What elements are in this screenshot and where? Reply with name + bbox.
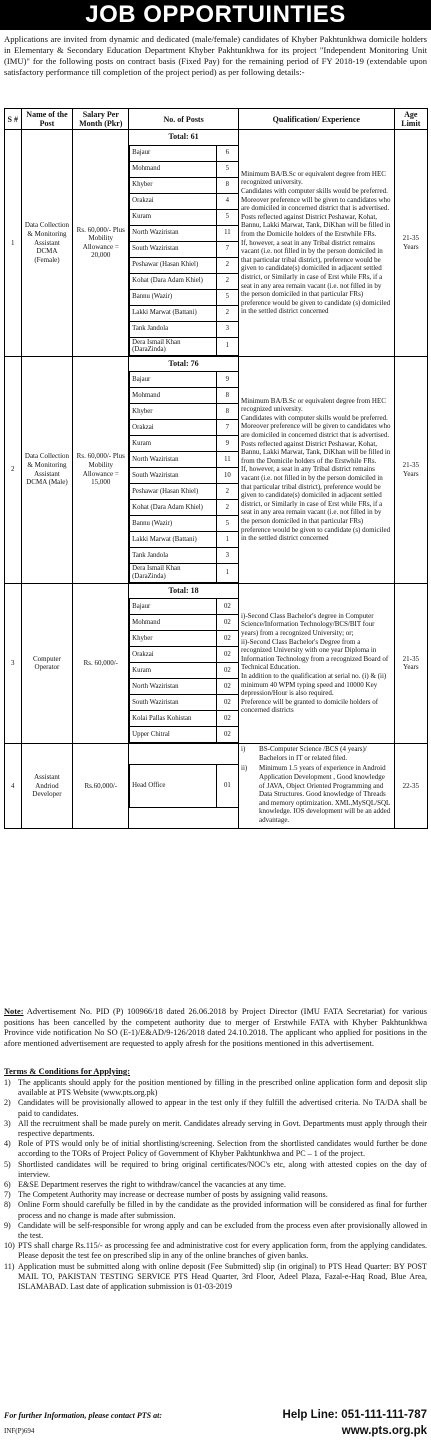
row-salary: Rs. 60,000/- Plus Mobility Allowance = 20,000 [73,130,129,357]
row-post-name: Assistant Andriod Developer [21,744,73,828]
terms-item [4,1119,427,1139]
district-row [130,764,238,807]
district-name: Bannu (Wazir) [130,516,216,532]
table-row [5,356,428,583]
row-posts [129,583,239,744]
district-count: 5 [216,161,238,177]
qualification-marker: ii) [241,764,248,773]
district-name: Peshawar (Hasan Khiel) [130,257,216,273]
jobs-table [4,108,428,829]
district-name: Kolai Pallas Kohistan [130,711,216,727]
terms-number: 2) [4,1098,11,1108]
helpline: Help Line: 051-111-111-787 [282,1409,427,1421]
qualification-line: Moreover preference will be given to candidates who are domiciled in concerned district that is advertised. Posts reflected against District Peshawar, Kohat, Bannu, Lakki Marwat, Tank, DiKhan will be filled in from the Domicile holders of the Erstwhile FRs. [241,195,391,238]
row-sno: 1 [5,130,22,357]
row-posts [129,356,239,583]
district-count: 02 [216,679,238,695]
district-count: 8 [216,404,238,420]
footer-info: For further Information, please contact PTS at: [4,1410,163,1420]
terms-item [4,1262,427,1293]
row-post-name: Data Collection & Monitoring Assistant DCMA (Female) [21,130,73,357]
district-name: Mohmand [130,388,216,404]
terms-item [4,1139,427,1159]
header-age: Age Limit [394,109,427,130]
district-name: Khyber [130,404,216,420]
header-qualification: Qualification/ Experience [239,109,395,130]
district-row [130,615,238,631]
header-name: Name of the Post [21,109,73,130]
header-salary: Salary Per Month (Pkr) [73,109,129,130]
header-posts: No. of Posts [129,109,239,130]
terms-number: 3) [4,1118,11,1128]
district-name: Kohat (Dara Adam Khiel) [130,273,216,289]
terms-item [4,1180,427,1190]
row-qualification [239,356,395,583]
row-salary: Rs. 60,000/- [73,583,129,744]
district-name: Kuram [130,663,216,679]
district-name: Lakki Marwat (Battani) [130,305,216,321]
district-count: 7 [216,420,238,436]
posts-total: Total: 18 [168,585,199,595]
district-name: Lakki Marwat (Battani) [130,532,216,548]
district-row [130,500,238,516]
row-salary: Rs.60,000/- [73,744,129,828]
district-name: Dera Ismail Khan (DaraZinda) [130,564,216,582]
terms-text: Online Form should carefully be filled in by the candidate as the provided information will be considered as final for further process and no change is made after submission. [18,1200,427,1220]
district-name: Tank Jandola [130,548,216,564]
terms-text: Shortlisted candidates will be required to bring original certificates/NOC's etc, along with attested copies on the day of interview. [18,1159,427,1179]
qualification-line: i)-Second Class Bachelor's degree in Computer Science/Information Technology/BCS/BIT four years) from a recognized University; or; [241,611,375,637]
district-name: Khyber [130,631,216,647]
qualification-line: In addition to the qualification at serial no. (i) & (ii) minimum 40 WPM typing speed and 10000 Key depression/Hour is also required. [241,671,387,698]
terms-number: 1) [4,1078,11,1087]
terms-text: The Competent Authority may increase or decrease number of posts by assigning valid reasons. [18,1190,328,1200]
district-row [130,404,238,420]
district-count: 02 [216,695,238,711]
terms-item [4,1190,427,1200]
district-name: Kuram [130,436,216,452]
row-qualification [239,744,395,828]
terms-text: Role of PTS would only be of initial shortlisting/screening. Selection from the shortlisted candidates would further be done according to the TORs of Project Policy of Government of Khyber Pakhtunkhwa and PC – 1 of the project. [18,1139,427,1159]
row-post-name: Data Collection & Monitoring Assistant DCMA (Male) [21,356,73,583]
district-count: 11 [216,225,238,241]
row-posts [129,130,239,357]
advert-ref: INF(P)694 [4,1427,35,1435]
note-label: Note: [4,1007,24,1016]
district-posts-table [129,145,238,356]
district-count: 2 [216,500,238,516]
district-name: Orakzai [130,193,216,209]
district-name: Dera Ismail Khan (DaraZinda) [130,337,216,355]
district-count: 8 [216,388,238,404]
district-count: 10 [216,468,238,484]
district-count: 3 [216,548,238,564]
posts-total: Total: 61 [168,132,199,141]
posts-total: Total: 76 [168,358,199,368]
terms-number: 4) [4,1139,11,1149]
row-qualification [239,130,395,357]
district-row [130,599,238,615]
district-row [130,161,238,177]
terms-number: 8) [4,1200,11,1210]
district-row [130,209,238,225]
qualification-item [241,745,392,762]
district-row [130,548,238,564]
district-count: 9 [216,372,238,388]
district-name: South Waziristan [130,695,216,711]
terms-list [4,1078,427,1292]
terms-text: Application must be submitted along with online deposit (Fee Submitted) slip (in original) to PTS Head Quarter: BY POST MAIL TO, PAKISTAN TESTING SERVICE PTS Head Quarter, 3rd Floor, Adeel Plaza, Fazal-e-Haq Road, Blue Area, ISLAMABAD. Last date of application submission is 01-03-2019 [18,1261,427,1292]
row-sno: 2 [5,356,22,583]
district-row [130,305,238,321]
district-name: South Waziristan [130,241,216,257]
terms-number: 5) [4,1159,11,1169]
district-name: Tank Jandola [130,321,216,337]
qualification-text: BS-Computer Science /BCS (4 years)/ Bachelors in IT or related filed. [259,745,367,762]
district-row [130,532,238,548]
district-name: Mohmand [130,161,216,177]
district-row [130,631,238,647]
district-row [130,711,238,727]
district-row [130,145,238,161]
terms-text: E&SE Department reserves the right to withdraw/cancel the vacancies at any time. [18,1180,286,1190]
district-name: Bajaur [130,145,216,161]
district-row [130,647,238,663]
district-row [130,663,238,679]
terms-text: Candidate will be self-responsible for wrong apply and can be excluded from the process even after provisionally allowed in the test. [18,1220,427,1241]
district-count: 1 [216,564,238,582]
row-sno: 4 [5,744,22,828]
district-name: South Waziristan [130,468,216,484]
qualification-line: Minimum BA/B.Sc or equivalent degree from HEC recognized university. [241,169,386,187]
district-count: 1 [216,532,238,548]
district-row [130,564,238,582]
terms-number: 10) [4,1241,15,1251]
terms-item [4,1078,427,1098]
district-row [130,337,238,355]
district-row [130,289,238,305]
district-name: Bannu (Wazir) [130,289,216,305]
district-count: 6 [216,145,238,161]
district-name: Head Office [130,764,216,807]
footer-contact [4,1409,427,1421]
terms-item [4,1098,427,1118]
district-count: 5 [216,289,238,305]
terms-item [4,1160,427,1180]
district-count: 02 [216,663,238,679]
district-count: 9 [216,436,238,452]
district-row [130,257,238,273]
district-name: North Waziristan [130,679,216,695]
terms-text: PTS shall charge Rs.115/- as processing fee and administrative cost for every application form, from the applying candidates. Please deposit the test fee on prescribed slip in any of the online branches of given banks. [18,1241,427,1261]
terms-text: Candidates will be provisionally allowed to appear in the test only if they fulfill the advertised criteria. No TA/DA shall be paid to candidates. [18,1098,427,1118]
district-posts-table [129,598,238,743]
row-age-limit: 21-35 Years [394,130,427,357]
district-name: North Waziristan [130,452,216,468]
qualification-line: If, however, a seat in any Tribal district remains vacant (i.e. not filled in by the person domiciled in that particular tribal district), preference would be given to candidate(s) domiciled in adjacent settled district, or Similarly in case of Erst while FRs, if a seat in any area remain vacant (i.e. not filled in by the person domiciled in that particular FRs) preference would be given to candidate (s) domiciled in the settled district concerned [241,465,391,543]
qualification-item [241,764,392,824]
district-row [130,679,238,695]
district-row [130,177,238,193]
district-count: 4 [216,193,238,209]
header-sno: S # [5,109,22,130]
district-row [130,468,238,484]
district-row [130,452,238,468]
district-row [130,516,238,532]
district-row [130,273,238,289]
terms-text: All the recruitment shall be made purely on merit. Candidates already serving in Govt. Departments must apply through their respective departments. [18,1118,427,1139]
row-age-limit: 22-35 [394,744,427,828]
district-name: Orakzai [130,647,216,663]
district-count: 2 [216,273,238,289]
row-age-limit: 21-35 Years [394,356,427,583]
row-sno: 3 [5,583,22,744]
district-count: 7 [216,241,238,257]
district-row [130,388,238,404]
district-name: Mohmand [130,615,216,631]
district-row [130,241,238,257]
district-count: 3 [216,321,238,337]
terms-number: 6) [4,1180,11,1190]
qualification-text: Minimum 1.5 years of experience in Android Application Development , Good knowledge of JAVA, Object Oriented Programming and Data Structures. Good knowledge of Threads and memory optimization. XML,MySQL/SQL knowledge. IOS development will be an added advantage. [259,764,391,824]
district-name: Bajaur [130,372,216,388]
district-name: Khyber [130,177,216,193]
district-posts-table [129,371,238,582]
terms-item [4,1221,427,1241]
district-count: 02 [216,647,238,663]
district-row [130,695,238,711]
district-count: 2 [216,257,238,273]
district-row [130,225,238,241]
note-text: Advertisement No. PID (P) 100966/18 dated 26.06.2018 by Project Director (IMU FATA Secretariat) for various positions has been cancelled by the competent authority due to merger of Erstwhile FATA with Khyber Pakhtunkhwa Province vide notification No SO (E-1)/E&AD/9-126/2018 dated 24.10.2018. The applicant who applied for positions in the afore mentioned advertisement are requested to apply afresh for the positions mentioned in this advertisement. [4,1007,427,1048]
terms-item [4,1200,427,1220]
district-row [130,193,238,209]
district-count: 8 [216,177,238,193]
district-count: 2 [216,305,238,321]
website-link[interactable]: www.pts.org.pk [341,1425,427,1437]
qualification-line: Candidates with computer skills would be preferred. [241,413,388,422]
district-count: 02 [216,631,238,647]
district-row [130,420,238,436]
table-row [5,744,428,828]
district-row [130,436,238,452]
note-paragraph [4,1007,427,1049]
district-count: 2 [216,484,238,500]
district-row [130,484,238,500]
intro-paragraph: Applications are invited from dynamic and dedicated (male/female) candidates of Khyber Pakhtunkhwa domicile holders in Elementary & Secondary Education Department Khyber Pakhtunkhwa for its project "Independent Monitoring Unit (IMU)" for the following posts on contract basis (Fixed Pay) for the remaining period of FY 2018-19 (extendable upon satisfactory performance till completion of the project period) as per following details:- [4,34,427,77]
district-name: North Waziristan [130,225,216,241]
terms-number: 9) [4,1220,11,1230]
district-row [130,727,238,743]
district-count: 11 [216,452,238,468]
row-posts [129,744,239,828]
district-row [130,321,238,337]
qualification-line: Preference will be granted to domicile holders of concerned districts [241,697,379,715]
qualification-line: Candidates with computer skills would be preferred. [241,187,388,196]
district-count: 02 [216,615,238,631]
district-count: 5 [216,516,238,532]
district-count: 02 [216,711,238,727]
qualification-line: If, however, a seat in any Tribal district remains vacant (i.e. not filled in by the person domiciled in that particular tribal district), preference would be given to candidate(s) domiciled in adjacent settled district, or Similarly in case of Erst while FRs, if a seat in any area remain vacant (i.e. not filled in by the person domiciled in that particular FRs) preference would be given to candidate (s) domiciled in the settled district concerned [241,238,391,316]
terms-item [4,1241,427,1261]
row-salary: Rs. 60,000/- Plus Mobility Allowance = 15,000 [73,356,129,583]
page-title: JOB OPPORTUINTIES [0,0,431,30]
qualification-marker: i) [241,745,246,754]
terms-number: 11) [4,1261,15,1271]
qualification-line: Minimum BA/B.Sc or equivalent degree from HEC recognized university. [241,396,386,414]
district-count: 1 [216,337,238,355]
district-name: Kohat (Dara Adam Khiel) [130,500,216,516]
row-qualification [239,583,395,744]
district-name: Bajaur [130,599,216,615]
qualification-line: Moreover preference will be given to candidates who are domiciled in concerned district that is advertised. Posts reflected against District Peshawar, Kohat, Bannu, Lakki Marwat, Tank, DiKhan will be filled in from the Domicile holders of the Erstwhile FRs. [241,422,391,465]
district-posts-table [129,764,238,808]
row-age-limit: 21-35 Years [394,583,427,744]
district-name: Kuram [130,209,216,225]
district-count: 02 [216,727,238,743]
district-name: Upper Chitral [130,727,216,743]
table-row [5,583,428,744]
qualification-list [241,745,392,824]
qualification-line: ii)-Second Class Bachelor's Degree from a recognized University with one year Diploma in Information Technology from a recognized Board of Technical Education. [241,637,389,672]
district-name: Peshawar (Hasan Khiel) [130,484,216,500]
district-count: 02 [216,599,238,615]
table-header-row [5,109,428,130]
footer-bottom [4,1425,427,1437]
table-row [5,130,428,357]
terms-number: 7) [4,1190,11,1200]
district-name: Orakzai [130,420,216,436]
district-count: 5 [216,209,238,225]
row-post-name: Computer Operator [21,583,73,744]
district-count: 01 [216,764,238,807]
district-row [130,372,238,388]
terms-title: Terms & Conditions for Applying: [4,1066,131,1076]
terms-text: The applicants should apply for the position mentioned by filling in the prescribed online application form and deposit slip available at PTS Website (www.pts.org.pk) [18,1078,427,1098]
